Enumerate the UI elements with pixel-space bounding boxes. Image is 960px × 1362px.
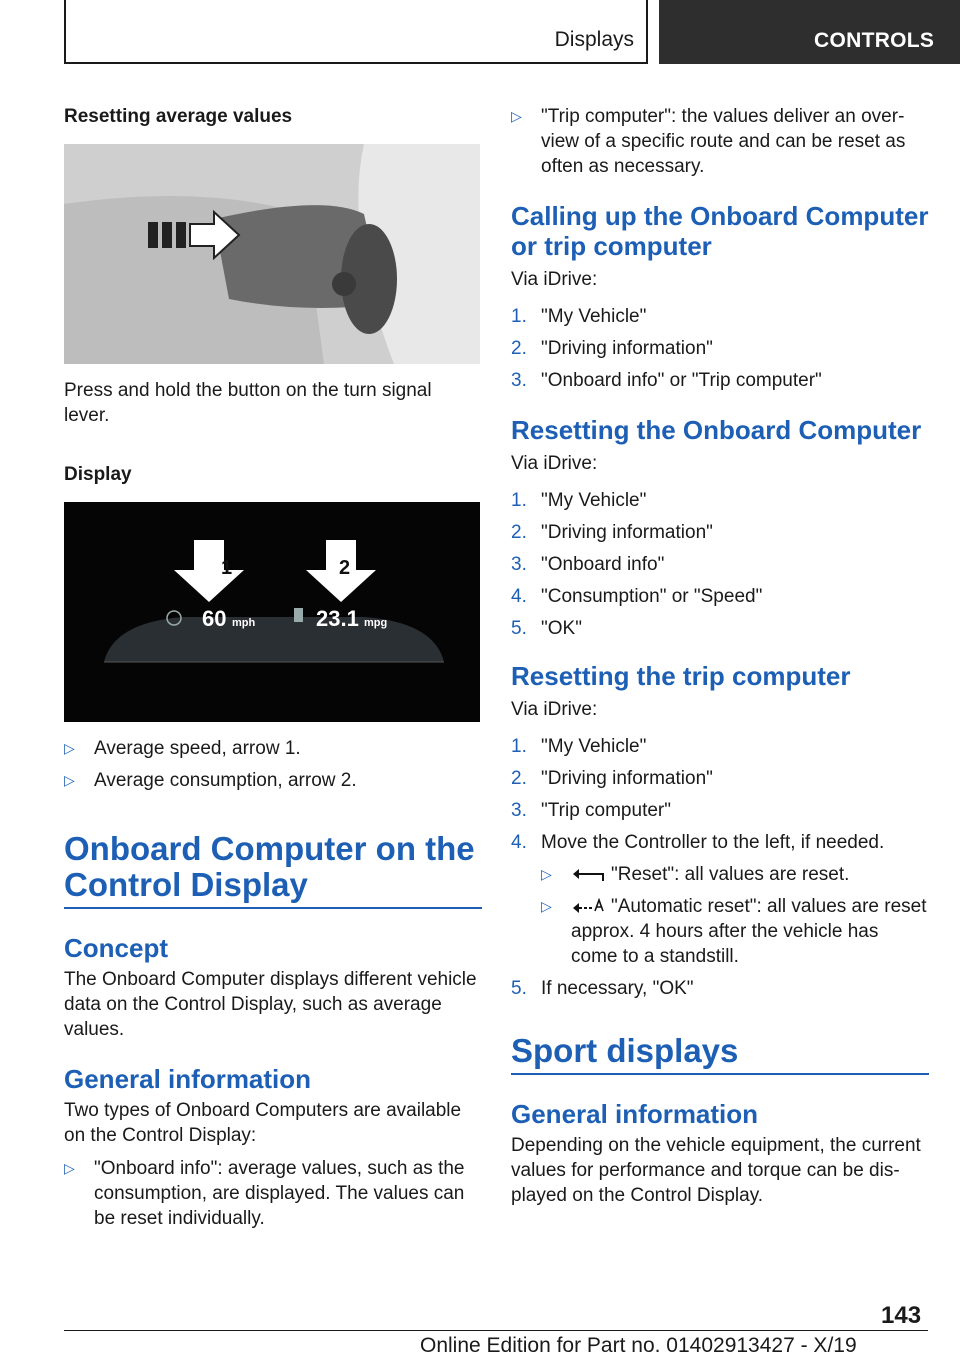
turn-signal-lever-image <box>64 144 480 364</box>
fuel-pump-icon <box>294 608 303 622</box>
via-idrive-text: Via iDrive: <box>511 699 598 720</box>
via-idrive-text: Via iDrive: <box>511 453 598 474</box>
reset-trip-steps <box>511 734 929 1001</box>
list-item: 4. Move the Controller to the left, if needed. ▷ "Reset": all values are reset. ▷ "Automatic reset": all values are reset approx. 4 hours after the vehicle has come to a standstill. <box>511 830 929 969</box>
computer-types-list <box>64 1156 482 1231</box>
instrument-display-image <box>64 502 480 722</box>
display-label: Display <box>64 464 132 485</box>
obc-heading: Onboard Computer on the Control Display <box>64 830 475 903</box>
concept-heading: Concept <box>64 933 168 963</box>
reset-obc-steps <box>511 488 929 641</box>
arrow-1-label: 1 <box>221 557 233 579</box>
list-item: ▷ "Trip computer": the values deliver an overview of a specific route and can be reset as often as necessary. <box>511 106 906 177</box>
reset-average-label: Resetting average values <box>64 106 293 127</box>
online-edition-note: Online Edition for Part no. 01402913427 - X/19 <box>420 1334 857 1357</box>
general-info-heading: General information <box>64 1064 312 1094</box>
footer-rule <box>64 1330 928 1331</box>
bullet-triangle-icon: ▷ <box>541 866 552 882</box>
list-item: 2. "Driving information" <box>511 768 713 789</box>
header-chapter-tab: CONTROLS <box>659 0 960 64</box>
general-info-text: Two types of Onboard Computers are available on the Control Display: <box>64 1100 462 1146</box>
bullet-triangle-icon: ▷ <box>511 108 522 124</box>
list-item: 1. "My Vehicle" <box>511 736 647 757</box>
arrow-2-label: 2 <box>339 557 351 579</box>
list-item: 5. If necessary, "OK" <box>511 978 694 999</box>
reset-arrow-icon <box>571 866 605 884</box>
reset-options-list <box>541 862 929 969</box>
calling-up-heading: Calling up the Onboard Computer or trip computer <box>511 201 929 261</box>
list-item: 4. "Consumption" or "Speed" <box>511 586 763 607</box>
list-item: ▷ "Onboard info": average values, such as the consumption, are displayed. The values can be reset individually. <box>64 1158 465 1229</box>
press-hold-text: Press and hold the button on the turn signal lever. <box>64 380 432 426</box>
list-item: 2. "Driving information" <box>511 522 713 543</box>
bullet-triangle-icon: ▷ <box>541 898 552 914</box>
left-column <box>64 104 482 1231</box>
list-item: ▷ "Automatic reset": all values are reset approx. 4 hours after the vehicle has come to a standstill. <box>541 896 927 967</box>
page-number: 143 <box>881 1302 922 1329</box>
calling-up-steps <box>511 304 929 393</box>
display-bullet-list <box>64 736 482 793</box>
sport-general-text: Depending on the vehicle equipment, the current values for performance and torque can be displayed on the Control Display. <box>511 1135 921 1206</box>
header-section-title: Displays <box>554 28 634 51</box>
instrument-display-illustration <box>64 502 480 722</box>
list-item: 3. "Onboard info" or "Trip computer" <box>511 370 822 391</box>
bullet-triangle-icon: ▷ <box>64 740 75 756</box>
bullet-triangle-icon: ▷ <box>64 1160 75 1176</box>
list-item: 3. "Onboard info" <box>511 554 665 575</box>
average-consumption-value: 23.1 <box>316 606 359 631</box>
list-item: 1. "My Vehicle" <box>511 490 647 511</box>
reset-trip-heading: Resetting the trip computer <box>511 661 851 691</box>
average-consumption-unit: mpg <box>364 617 388 629</box>
average-speed-value: 60 <box>202 606 227 631</box>
list-item: 2. "Driving information" <box>511 338 713 359</box>
header-frame <box>64 0 648 64</box>
sport-heading-block <box>511 1033 929 1075</box>
list-item: 5. "OK" <box>511 618 582 639</box>
sport-general-heading: General information <box>511 1099 759 1129</box>
list-item: 3. "Trip computer" <box>511 800 671 821</box>
list-item: ▷ Average speed, arrow 1. <box>64 738 301 759</box>
list-item: 1. "My Vehicle" <box>511 306 647 327</box>
sport-displays-heading: Sport displays <box>511 1032 739 1069</box>
list-item: ▷ "Reset": all values are reset. <box>541 864 850 885</box>
bullet-triangle-icon: ▷ <box>64 772 75 788</box>
obc-heading-block <box>64 831 482 909</box>
list-item: ▷ Average consumption, arrow 2. <box>64 770 357 791</box>
right-column <box>511 104 929 1208</box>
concept-text: The Onboard Computer displays different vehicle data on the Control Display, such as average values. <box>64 969 477 1040</box>
reset-obc-heading: Resetting the Onboard Computer <box>511 415 922 445</box>
average-speed-unit: mph <box>232 617 256 629</box>
trip-computer-bullet <box>511 104 929 179</box>
automatic-reset-icon <box>571 898 605 916</box>
via-idrive-text: Via iDrive: <box>511 269 598 290</box>
lever-illustration <box>64 144 480 364</box>
